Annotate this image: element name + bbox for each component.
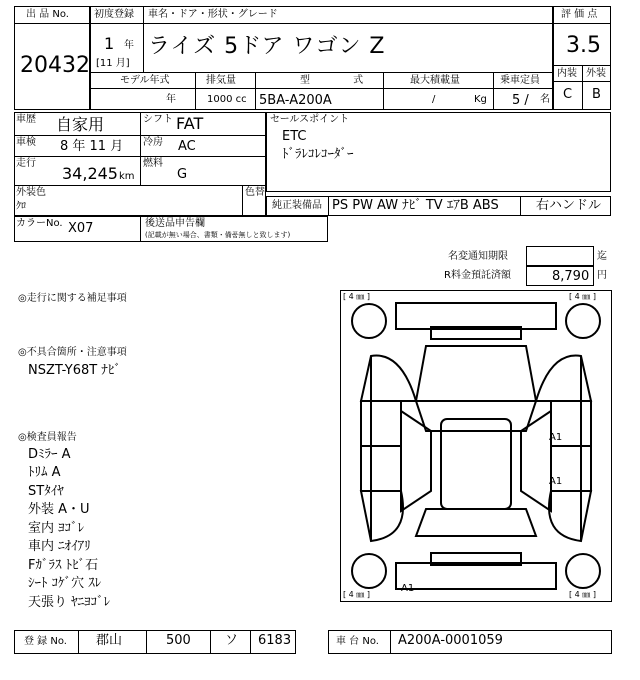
rear-window: [416, 509, 536, 536]
displacement: 1000 cc: [207, 94, 247, 105]
interior-label: 内装: [557, 68, 577, 79]
recall-unit: 迄: [597, 251, 607, 262]
inspection-label: 車検: [16, 137, 36, 148]
aircon-label: 冷房: [143, 137, 163, 148]
defect-item: NSZT-Y68T ﾅﾋﾞ: [28, 363, 121, 378]
color: ｸﾛ: [16, 201, 26, 212]
capacity: 5 /: [512, 93, 529, 108]
model-year-label: モデル年式: [120, 75, 170, 86]
damage-mark: A1: [549, 476, 563, 487]
inspection: 8 年 11 月: [60, 139, 124, 154]
load-label: 最大積載量: [410, 75, 460, 86]
lot-number: 20432: [20, 53, 90, 78]
equip-label: 純正装備品: [272, 200, 322, 211]
recall-box: [526, 246, 594, 266]
model-year-unit: 年: [166, 94, 176, 105]
lot-label: 出 品 No.: [26, 9, 69, 20]
capacity-label: 乗車定員: [500, 75, 540, 86]
inspector-title: ◎検査員報告: [18, 432, 77, 443]
exterior-grade: B: [592, 87, 601, 102]
report-item: 外装 A・U: [28, 502, 90, 517]
shift: FAT: [176, 114, 204, 133]
defect-title: ◎不具合箇所・注意事項: [18, 347, 127, 358]
chassis-number: A200A-0001059: [398, 633, 503, 648]
sales-point-1: ETC: [282, 129, 307, 144]
windshield: [416, 401, 536, 431]
wheel-fr: [566, 304, 600, 338]
report-item: Dﾐﾗｰ A: [28, 447, 71, 462]
fuel-label: 燃料: [143, 158, 163, 169]
sales-point-2: ﾄﾞﾗﾚｺﾚｺｰﾀﾞｰ: [282, 147, 354, 162]
model-type: 5BA-A200A: [259, 93, 332, 108]
first-reg-label: 初度登録: [94, 9, 134, 20]
mileage: 34,245: [62, 164, 118, 183]
pillar-right: [521, 411, 551, 511]
recycle-fee: 8,790: [552, 269, 590, 284]
interior-grade: C: [563, 87, 573, 102]
year-unit: 年: [124, 40, 134, 51]
tire-label-rr: [ 4 ㎜ ]: [569, 590, 596, 599]
front-fender-left: [361, 356, 416, 401]
load-value: /: [432, 94, 436, 105]
wheel-fl: [352, 304, 386, 338]
tire-label-rl: [ 4 ㎜ ]: [343, 590, 370, 599]
reg-label: 登 録 No.: [24, 636, 67, 647]
score-label: 評 価 点: [561, 9, 598, 20]
report-item: Fｶﾞﾗｽ ﾄﾋﾞ石: [28, 558, 99, 573]
pillar-left: [401, 411, 431, 511]
hood: [416, 346, 536, 401]
after-label: 後送品申告欄: [145, 218, 205, 229]
history: 自家用: [56, 115, 105, 134]
color-no-label: カラーNo.: [16, 218, 63, 229]
recycle-unit: 円: [597, 270, 607, 281]
exterior-label: 外装: [586, 68, 606, 79]
report-item: ｼｰﾄ ｺｹﾞ穴 ｽﾚ: [28, 576, 102, 591]
report-item: 天張り ﾔﾆﾖｺﾞﾚ: [28, 595, 111, 610]
capacity-unit: 名: [540, 94, 550, 105]
reg-kana: ソ: [225, 633, 239, 648]
car-name: ライズ 5ドア ワゴン Z: [148, 34, 386, 59]
history-label: 車歴: [16, 114, 36, 125]
mileage-unit: km: [119, 171, 135, 182]
color-no: X07: [68, 221, 94, 236]
aircon: AC: [178, 139, 196, 154]
displacement-label: 排気量: [206, 75, 236, 86]
roof: [441, 419, 511, 509]
rear-fender-left: [361, 491, 403, 541]
score: 3.5: [566, 33, 601, 58]
equipment: PS PW AW ﾅﾋﾞ TV ｴｱB ABS: [332, 198, 499, 213]
car-outline: [341, 291, 611, 601]
report-item: ﾄﾘﾑ A: [28, 465, 61, 480]
sales-label: セールスポイント: [270, 114, 350, 125]
rear-bumper: [396, 563, 556, 589]
report-item: 室内 ﾖｺﾞﾚ: [28, 521, 85, 536]
report-item: 車内 ﾆｵｲｱﾘ: [28, 539, 91, 554]
damage-mark: A1: [401, 583, 415, 594]
recall-label: 名変通知期限: [448, 251, 508, 262]
tire-label-fl: [ 4 ㎜ ]: [343, 292, 370, 301]
chassis-label: 車 台 No.: [336, 636, 379, 647]
drive-notes-title: ◎走行に関する補足事項: [18, 293, 127, 304]
load-unit: Kg: [474, 94, 487, 105]
shift-label: シフト: [143, 114, 173, 125]
damage-mark: A1: [549, 432, 563, 443]
car-diagram: [340, 290, 612, 602]
repaint-label: 色替: [245, 187, 265, 198]
reg-number: 6183: [258, 633, 292, 648]
report-item: STﾀｲﾔ: [28, 484, 64, 499]
wheel-rl: [352, 554, 386, 588]
first-reg-year: 1: [104, 34, 115, 53]
front-fender-right: [536, 356, 591, 401]
reg-class: 500: [166, 633, 191, 648]
after-note: (記載が無い場合、書類・備품無しと致します): [145, 231, 291, 239]
steering: 右ハンドル: [536, 198, 602, 213]
type-label: 型 式: [300, 75, 364, 86]
mileage-label: 走行: [16, 158, 36, 169]
front-bumper: [396, 303, 556, 329]
name-label: 車名・ドア・形状・グレード: [148, 9, 278, 20]
wheel-rr: [566, 554, 600, 588]
first-reg-month: [11 月]: [96, 58, 130, 69]
color-label: 外装色: [16, 187, 46, 198]
fuel: G: [177, 167, 188, 182]
recycle-label: R料金預託済額: [444, 270, 511, 281]
reg-area: 郡山: [96, 633, 123, 648]
tire-label-fr: [ 4 ㎜ ]: [569, 292, 596, 301]
rear-fender-right: [549, 491, 591, 541]
